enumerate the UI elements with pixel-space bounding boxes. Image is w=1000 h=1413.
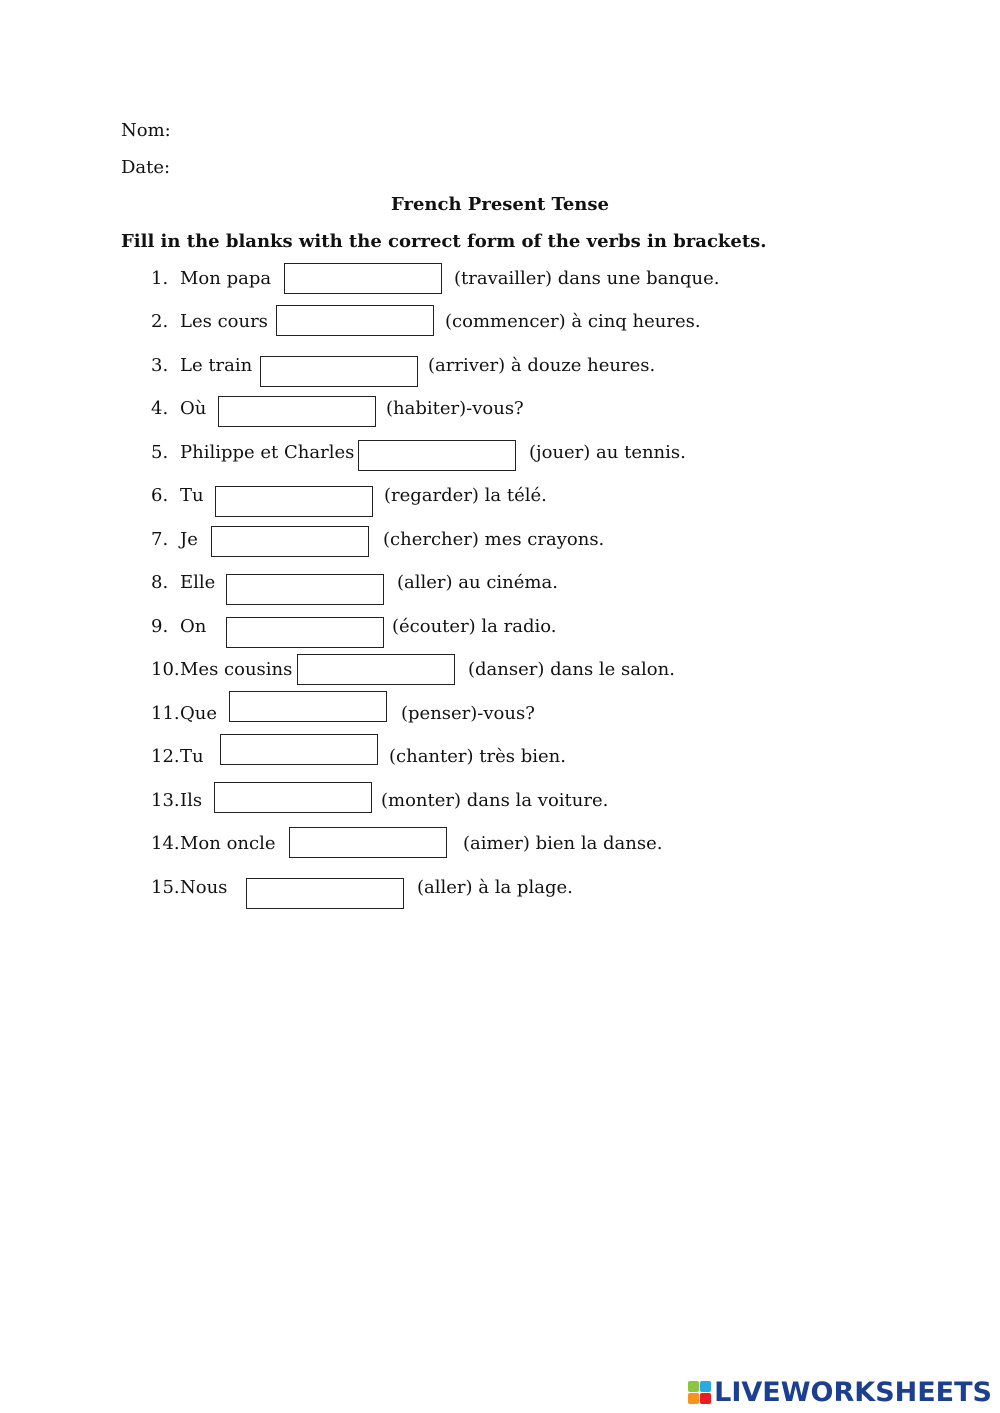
exercise-subject: Où xyxy=(180,398,207,419)
exercise-verb-phrase: (commencer) à cinq heures. xyxy=(445,311,701,332)
exercise-subject: Elle xyxy=(180,572,216,593)
answer-input[interactable] xyxy=(214,782,372,813)
exercise-number: 7. xyxy=(151,529,169,550)
exercise-verb-phrase: (monter) dans la voiture. xyxy=(381,790,609,811)
exercise-subject: Les cours xyxy=(180,311,268,332)
exercise-item xyxy=(0,833,1000,873)
exercise-verb-phrase: (jouer) au tennis. xyxy=(529,442,686,463)
exercise-verb-phrase: (aimer) bien la danse. xyxy=(463,833,663,854)
exercise-subject: On xyxy=(180,616,207,637)
exercise-subject: Tu xyxy=(180,485,204,506)
exercise-number: 10. xyxy=(151,659,180,680)
logo-square xyxy=(700,1381,711,1392)
instructions: Fill in the blanks with the correct form of the verbs in brackets. xyxy=(121,231,767,252)
exercise-subject: Nous xyxy=(180,877,228,898)
exercise-item xyxy=(0,311,1000,351)
exercise-number: 3. xyxy=(151,355,169,376)
exercise-item xyxy=(0,703,1000,743)
exercise-item xyxy=(0,790,1000,830)
exercise-verb-phrase: (chercher) mes crayons. xyxy=(383,529,605,550)
exercise-subject: Mon papa xyxy=(180,268,272,289)
nom-label: Nom: xyxy=(121,120,171,141)
exercise-number: 12. xyxy=(151,746,180,767)
date-label: Date: xyxy=(121,157,171,178)
answer-input[interactable] xyxy=(226,617,384,648)
exercise-verb-phrase: (habiter)-vous? xyxy=(386,398,524,419)
exercise-item xyxy=(0,746,1000,786)
exercise-item xyxy=(0,398,1000,438)
exercise-verb-phrase: (aller) à la plage. xyxy=(417,877,573,898)
exercise-subject: Mon oncle xyxy=(180,833,276,854)
answer-input[interactable] xyxy=(289,827,447,858)
exercise-verb-phrase: (regarder) la télé. xyxy=(384,485,547,506)
answer-input[interactable] xyxy=(211,526,369,557)
exercise-number: 8. xyxy=(151,572,169,593)
exercise-number: 6. xyxy=(151,485,169,506)
answer-input[interactable] xyxy=(358,440,516,471)
exercise-subject: Ils xyxy=(180,790,203,811)
exercise-item xyxy=(0,877,1000,917)
exercise-verb-phrase: (travailler) dans une banque. xyxy=(454,268,720,289)
exercise-subject: Tu xyxy=(180,746,204,767)
answer-input[interactable] xyxy=(284,263,442,294)
exercise-verb-phrase: (écouter) la radio. xyxy=(392,616,557,637)
answer-input[interactable] xyxy=(229,691,387,722)
exercise-number: 14. xyxy=(151,833,180,854)
exercise-item xyxy=(0,268,1000,308)
exercise-verb-phrase: (danser) dans le salon. xyxy=(468,659,675,680)
exercise-verb-phrase: (aller) au cinéma. xyxy=(397,572,558,593)
logo-square xyxy=(688,1381,699,1392)
page-title: French Present Tense xyxy=(391,194,609,215)
exercise-item xyxy=(0,659,1000,699)
answer-input[interactable] xyxy=(246,878,404,909)
exercise-subject: Mes cousins xyxy=(180,659,293,680)
exercise-item xyxy=(0,485,1000,525)
exercise-number: 1. xyxy=(151,268,169,289)
exercise-verb-phrase: (chanter) très bien. xyxy=(389,746,566,767)
answer-input[interactable] xyxy=(260,356,418,387)
exercise-subject: Que xyxy=(180,703,218,724)
exercise-number: 5. xyxy=(151,442,169,463)
exercise-subject: Le train xyxy=(180,355,253,376)
exercise-item xyxy=(0,529,1000,569)
exercise-verb-phrase: (penser)-vous? xyxy=(401,703,535,724)
exercise-number: 4. xyxy=(151,398,169,419)
exercise-item xyxy=(0,355,1000,395)
exercise-number: 11. xyxy=(151,703,180,724)
exercise-number: 9. xyxy=(151,616,169,637)
answer-input[interactable] xyxy=(215,486,373,517)
liveworksheets-logo[interactable] xyxy=(688,1377,992,1407)
answer-input[interactable] xyxy=(220,734,378,765)
answer-input[interactable] xyxy=(218,396,376,427)
logo-square xyxy=(700,1393,711,1404)
exercise-number: 15. xyxy=(151,877,180,898)
exercise-subject: Philippe et Charles xyxy=(180,442,355,463)
answer-input[interactable] xyxy=(276,305,434,336)
answer-input[interactable] xyxy=(226,574,384,605)
answer-input[interactable] xyxy=(297,654,455,685)
exercise-item xyxy=(0,442,1000,482)
logo-text: LIVEWORKSHEETS xyxy=(714,1376,992,1408)
exercise-verb-phrase: (arriver) à douze heures. xyxy=(428,355,656,376)
logo-square xyxy=(688,1393,699,1404)
exercise-item xyxy=(0,572,1000,612)
exercise-item xyxy=(0,616,1000,656)
exercise-number: 13. xyxy=(151,790,180,811)
exercise-subject: Je xyxy=(180,529,198,550)
exercise-number: 2. xyxy=(151,311,169,332)
liveworksheets-logo-icon xyxy=(688,1381,711,1404)
